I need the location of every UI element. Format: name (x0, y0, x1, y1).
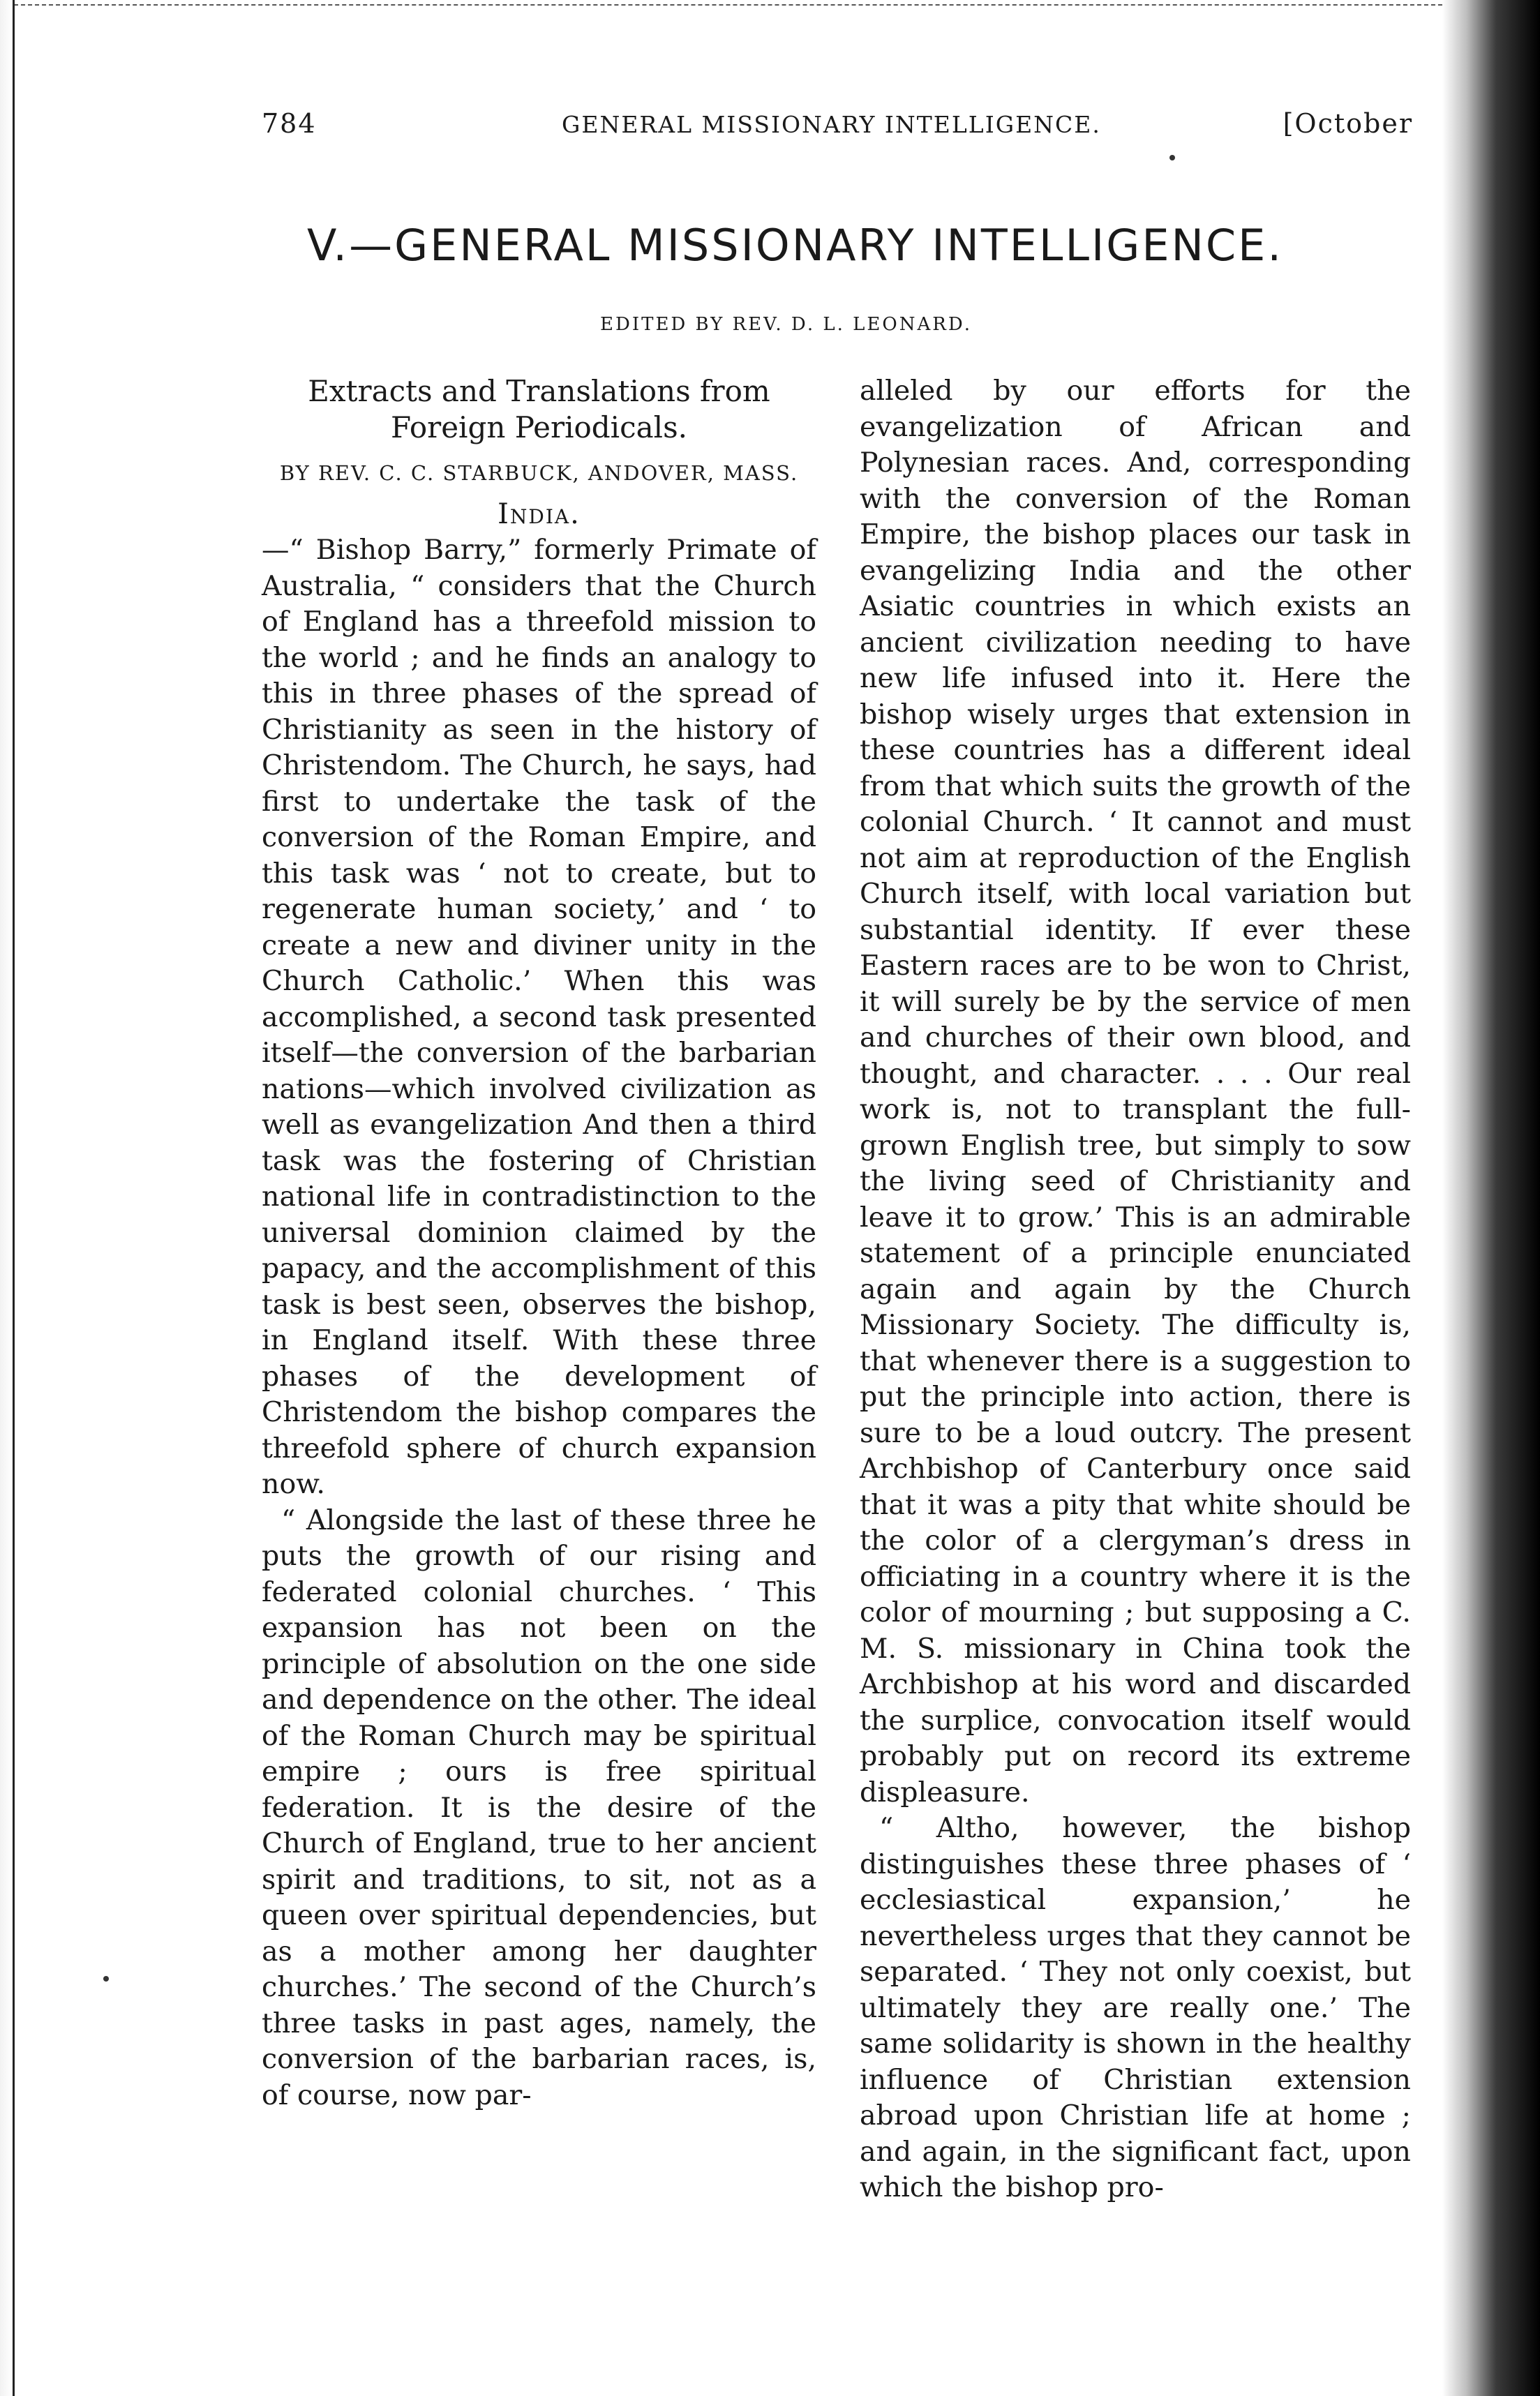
binding-shadow (1442, 0, 1540, 2396)
running-month: [October (1283, 108, 1413, 139)
body-paragraph: “ Alongside the last of these three he puts the growth of our rising and federated colonial churches. ‘ This expansion has not been on the principle of absolution on the one side and dependence on the other. The ideal of the Roman Church may be spiritual empire ; ours is free spiritual federation. It is the desire of the Church of England, true to her ancient spirit and traditions, to sit, not as a queen over spiritual dependencies, but as a mother among her daughter churches.’ The second of the Church’s three tasks in past ages, namely, the conversion of the barbarian races, is, of course, now par- (262, 1504, 816, 2111)
left-column (262, 373, 816, 2113)
article-subhead: India. (498, 498, 581, 530)
body-paragraph: “ Altho, however, the bishop distinguishes these three phases of ‘ ecclesiastical expansion,’ he nevertheless urges that they cannot be separated. ‘ They not only coexist, but ultimately they are really one.’ The same solidarity is shown in the healthy influence of Christian extension abroad upon Christian life at home ; and again, in the significant fact, upon which the bishop pro- (860, 1812, 1411, 2203)
editor-credit: EDITED BY REV. D. L. LEONARD. (600, 314, 973, 335)
right-column (860, 373, 1411, 2206)
print-speck (1169, 155, 1175, 160)
scan-left-edge (0, 0, 15, 2396)
body-paragraph: alleled by our efforts for the evangelization of African and Polynesian races. And, corresponding with the conversion of the Roman Empire, the bishop places our task in evangelizing India and the other Asiatic countries in which exists an ancient civilization needing to have new life infused into it. Here the bishop wisely urges that extension in these countries has a different ideal from that which suits the growth of the colonial Church. ‘ It cannot and must not aim at reproduction of the English Church itself, with local variation but substantial identity. If ever these Eastern races are to be won to Christ, it will surely be by the service of men and churches of their own blood, and thought, and character. . . . Our real work is, not to transplant the full-grown English tree, but simply to sow the living seed of Christianity and leave it to grow.’ This is an admirable statement of a principle enunciated again and again by the Church Missionary Society. The difficulty is, that whenever there is a suggestion to put the principle into action, there is sure to be a loud outcry. The present Archbishop of Canterbury once said that it was a pity that white should be the color of a clergyman’s dress in officiating in a country where it is the color of mourning ; but supposing a C. M. S. missionary in China took the Archbishop at his word and discarded the surplice, convocation itself would probably put on record its extreme displeasure. (860, 375, 1411, 1809)
page-number: 784 (262, 108, 317, 139)
body-paragraph: —“ Bishop Barry,” formerly Primate of Australia, “ considers that the Church of England has a threefold mission to the world ; and he finds an analogy to this in three phases of the spread of Christianity as seen in the history of Christendom. The Church, he says, had first to undertake the task of the conversion of the Roman Empire, and this task was ‘ not to create, but to regenerate human society,’ and ‘ to create a new and diviner unity in the Church Catholic.’ When this was accomplished, a second task presented itself—the conversion of the barbarian nations—which involved civilization as well as evangelization And then a third task was the fostering of Christian national life in contradistinction to the universal dominion claimed by the papacy, and the accomplishment of this task is best seen, observes the bishop, in England itself. With these three phases of the development of Christendom the bishop compares the threefold sphere of church expansion now. (262, 534, 816, 1500)
article-title: Extracts and Translations from Foreign Periodicals. (308, 374, 770, 444)
running-head (262, 108, 1413, 150)
article-byline: BY REV. C. C. STARBUCK, ANDOVER, MASS. (279, 461, 799, 485)
scan-top-edge (0, 0, 1540, 6)
section-title: V.—GENERAL MISSIONARY INTELLIGENCE. (307, 220, 1284, 271)
print-speck (103, 1976, 109, 1982)
running-title: GENERAL MISSIONARY INTELLIGENCE. (562, 111, 1101, 138)
